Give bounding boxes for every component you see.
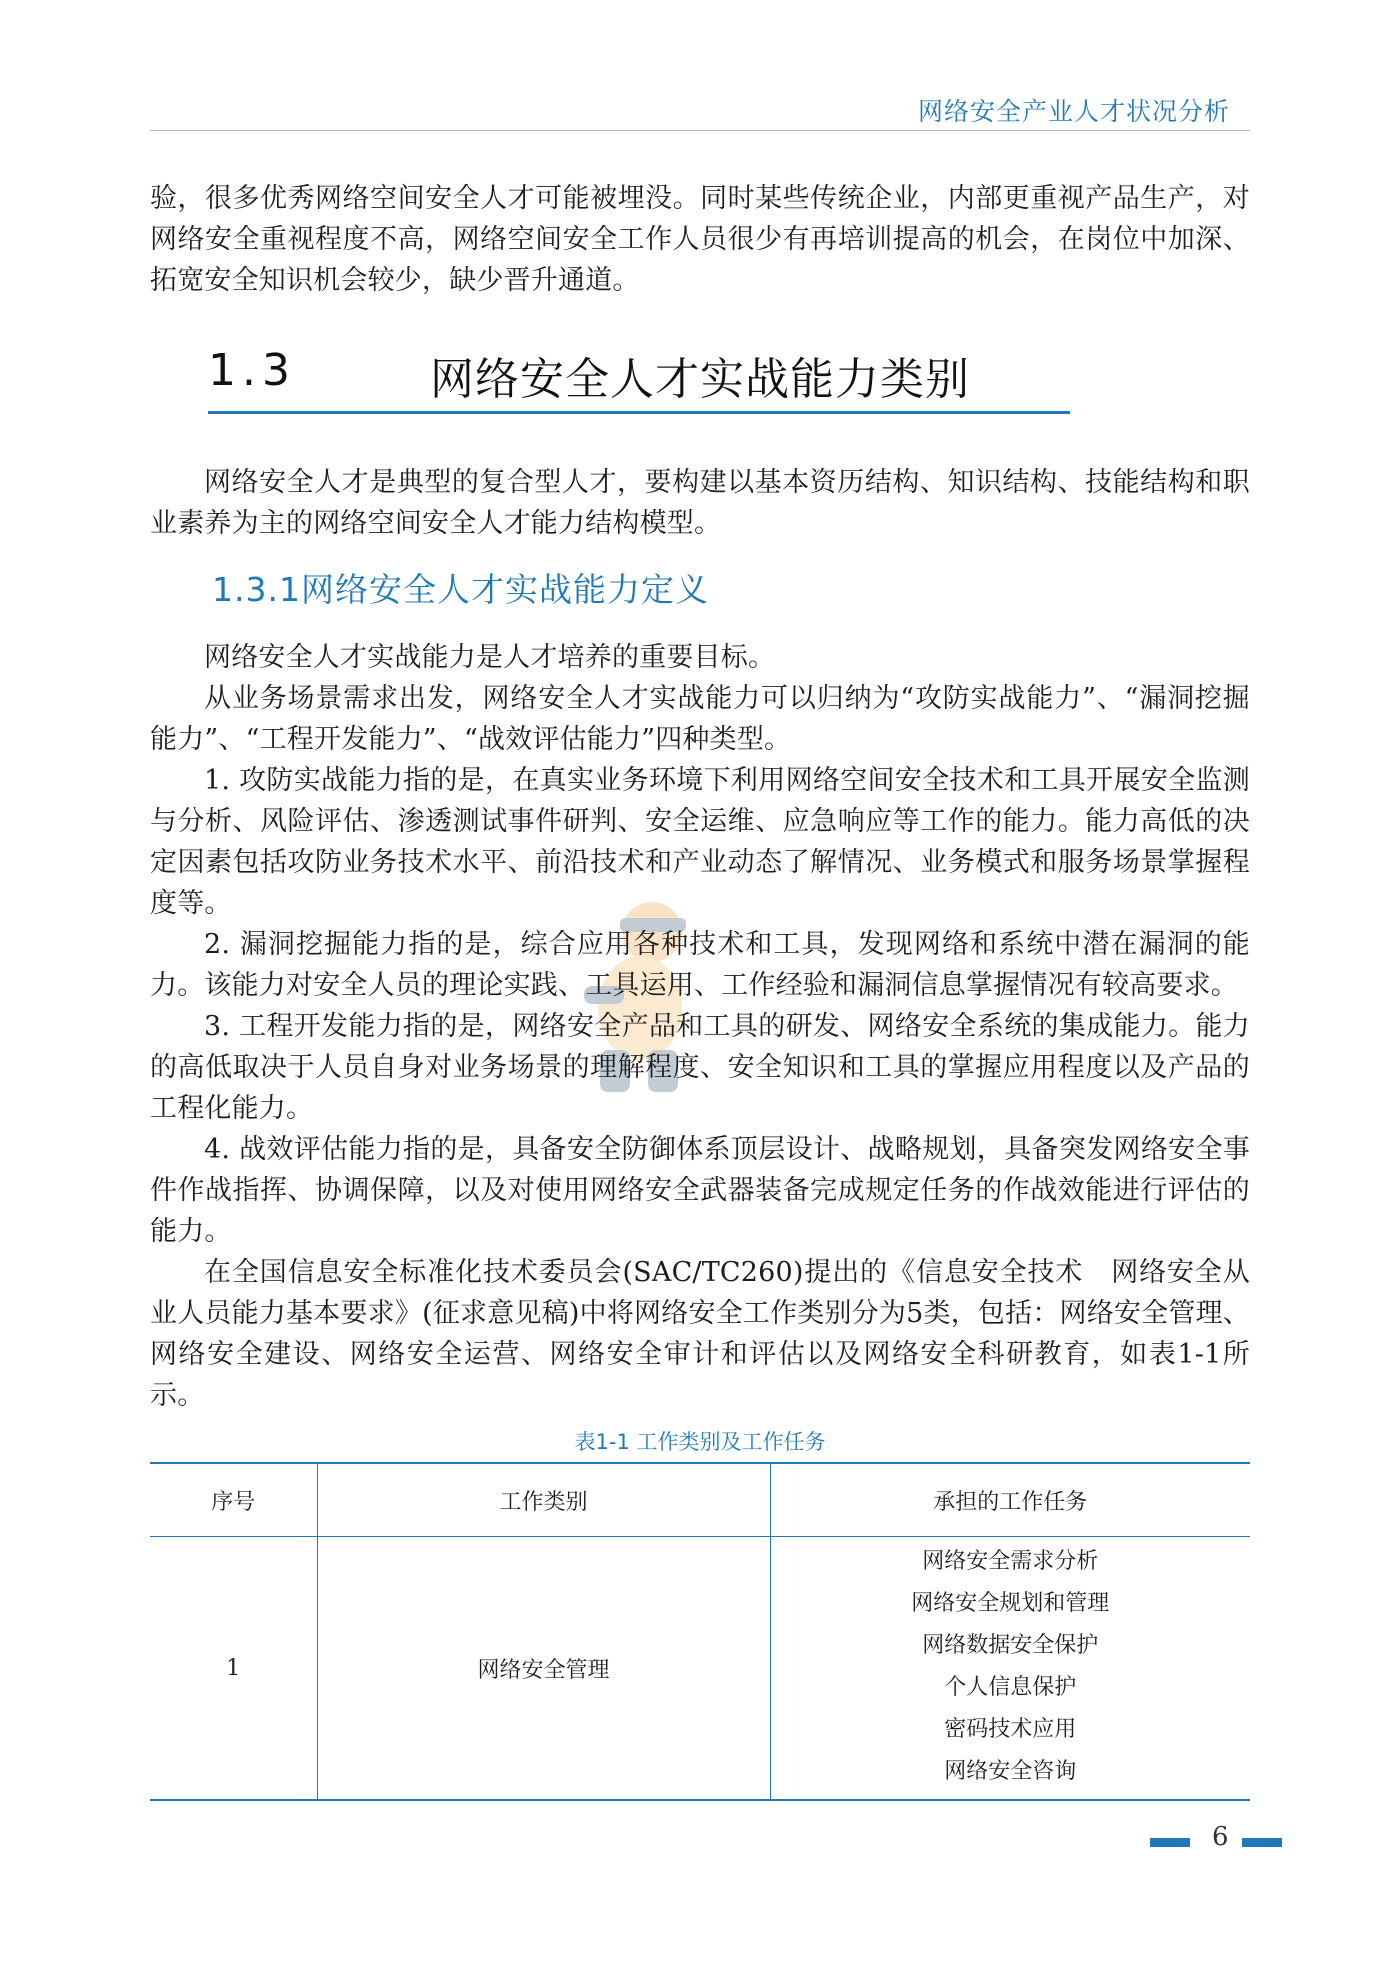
subsection-heading: 1.3.1网络安全人才实战能力定义 <box>212 570 709 609</box>
page-content <box>150 178 1250 1801</box>
task-item: 网络安全规划和管理 <box>911 1591 1110 1616</box>
section-number: 1.3 <box>208 345 296 396</box>
paragraph: 2. 漏洞挖掘能力指的是，综合应用各种技术和工具，发现网络和系统中潜在漏洞的能力。该能力对安全人员的理论实践、工具运用、工作经验和漏洞信息掌握情况有较高要求。 <box>150 929 1250 1001</box>
row-index: 1 <box>226 1655 241 1681</box>
task-item: 网络数据安全保护 <box>922 1633 1099 1658</box>
paragraph: 4. 战效评估能力指的是，具备安全防御体系顶层设计、战略规划，具备突发网络安全事件作战指挥、协调保障，以及对使用网络安全武器装备完成规定任务的作战效能进行评估的能力。 <box>150 1134 1250 1247</box>
row-tasks <box>770 1537 1250 1801</box>
running-header: 网络安全产业人才状况分析 <box>917 97 1230 126</box>
page-number: 6 <box>1212 1822 1229 1852</box>
task-item: 密码技术应用 <box>944 1717 1077 1742</box>
table-header-row <box>150 1463 1250 1537</box>
page-number-block <box>1150 1822 1400 1862</box>
page-bar-left <box>1150 1838 1190 1847</box>
page-bar-right <box>1242 1838 1282 1847</box>
table-row <box>150 1537 1250 1801</box>
table-header-cell: 工作类别 <box>317 1463 770 1537</box>
paragraph: 1. 攻防实战能力指的是，在真实业务环境下利用网络空间安全技术和工具开展安全监测与分析、风险评估、渗透测试事件研判、安全运维、应急响应等工作的能力。能力高低的决定因素包括攻防业务技术水平、前沿技术和产业动态了解情况、业务模式和服务场景掌握程度等。 <box>150 765 1250 919</box>
task-item: 网络安全需求分析 <box>922 1549 1099 1574</box>
task-item: 个人信息保护 <box>944 1675 1077 1700</box>
task-item: 网络安全咨询 <box>944 1759 1077 1784</box>
section-title: 网络安全人才实战能力类别 <box>430 354 970 405</box>
row-category: 网络安全管理 <box>317 1537 770 1801</box>
header-rule <box>150 130 1250 131</box>
paragraph: 在全国信息安全标准化技术委员会(SAC/TC260)提出的《信息安全技术 网络安全从业人员能力基本要求》(征求意见稿)中将网络安全工作类别分为5类，包括：网络安全管理、网络安全建设、网络安全运营、网络安全审计和评估以及网络安全科研教育，如表1-1所示。 <box>150 1257 1250 1411</box>
section-intro: 网络安全人才是典型的复合型人才，要构建以基本资历结构、知识结构、技能结构和职业素养为主的网络空间安全人才能力结构模型。 <box>150 467 1250 539</box>
work-category-table <box>150 1462 1250 1801</box>
paragraph: 3. 工程开发能力指的是，网络安全产品和工具的研发、网络安全系统的集成能力。能力的高低取决于人员自身对业务场景的理解程度、安全知识和工具的掌握应用程度以及产品的工程化能力。 <box>150 1011 1250 1124</box>
paragraph: 从业务场景需求出发，网络安全人才实战能力可以归纳为“攻防实战能力”、“漏洞挖掘能力”、“工程开发能力”、“战效评估能力”四种类型。 <box>150 683 1250 755</box>
table-header-cell: 序号 <box>150 1463 317 1537</box>
table-header-cell: 承担的工作任务 <box>770 1463 1250 1537</box>
paragraph: 网络安全人才实战能力是人才培养的重要目标。 <box>204 642 776 673</box>
intro-paragraph: 验，很多优秀网络空间安全人才可能被埋没。同时某些传统企业，内部更重视产品生产，对网络安全重视程度不高，网络空间安全工作人员很少有再培训提高的机会，在岗位中加深、拓宽安全知识机会较少，缺少晋升通道。 <box>150 183 1250 296</box>
section-heading <box>208 331 1070 414</box>
table-caption: 表1-1 工作类别及工作任务 <box>574 1430 826 1454</box>
